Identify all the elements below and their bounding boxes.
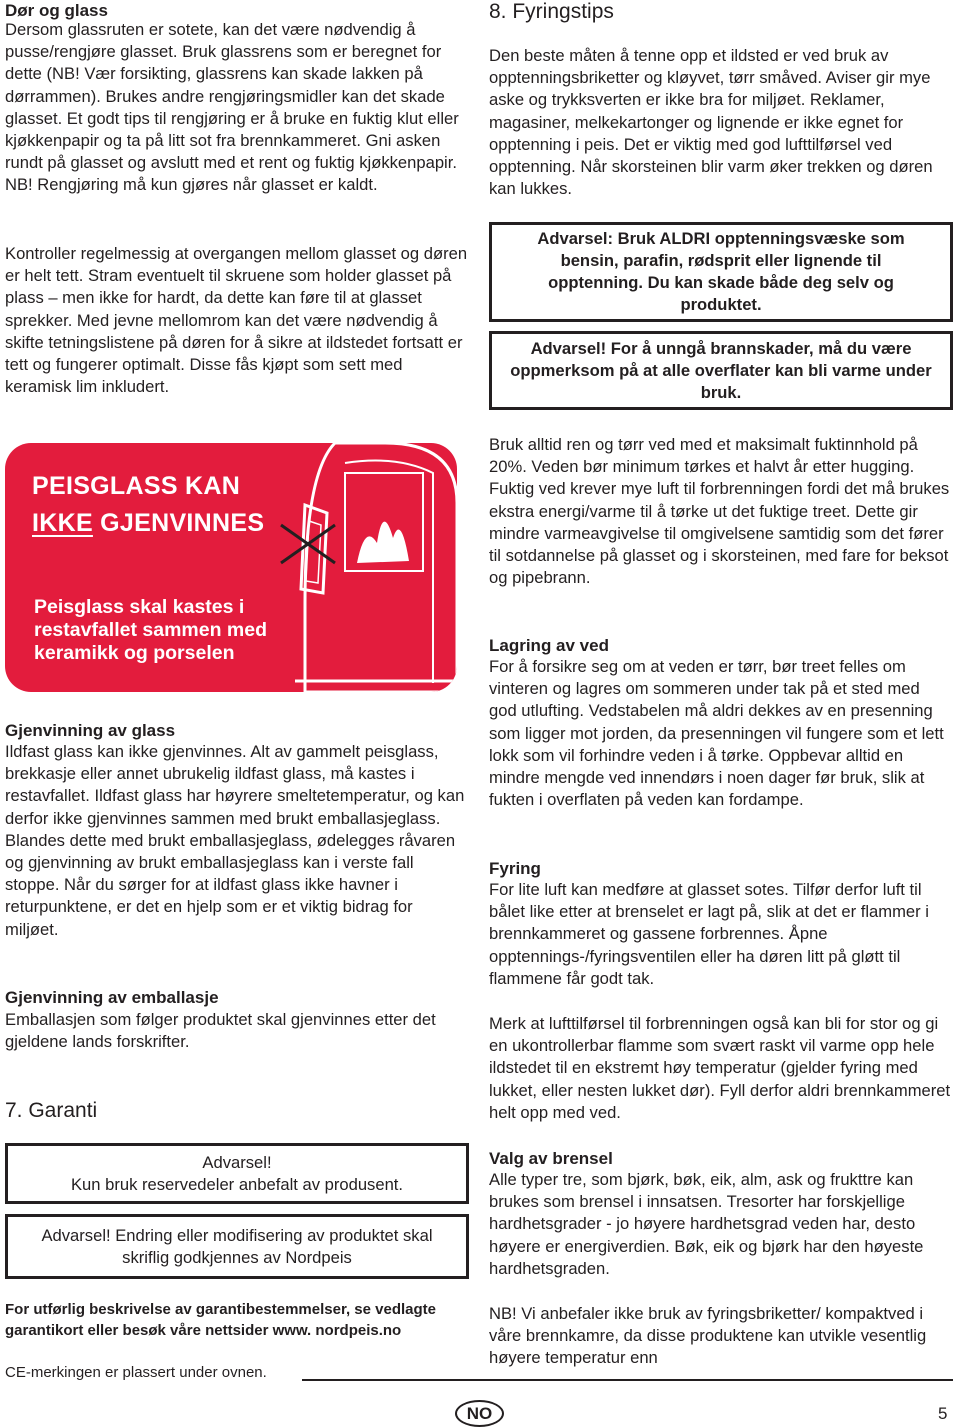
door-glass-paragraph-1: Dersom glassruten er sotete, kan det være nødvendig å pusse/rengjøre glasset. Bruk glassrens som er beregnet for dette (NB! Vær forsikting, glassrens kan skade lakken på dørrammen). Brukes andre rengjøringsmidler kan det skade glasset. Et godt tips til rengjøring er å bruke en fuktig klut eller kjøkkenpapir og ta på litt sot fra brennkammeret. Gni asken rundt på glasset og avslutt med et rent og fuktig kjøkkenpapir. NB! Rengjøring må kun gjøres når glasset er kaldt. <box>5 20 459 195</box>
glass-recycling-banner <box>5 443 457 692</box>
banner-title-ikke: IKKE <box>32 509 93 537</box>
fuel-choice-body: Alle typer tre, som bjørk, bøk, eik, alm, ask og frukttre kan brukes som brensel i innsatsen. Tresorter har forskjellige hardhetsgrader - jo høyere hardhetsgrad veden har, desto høyere er energiverdien. Bøk, eik og bjørk har den høyeste hardhetsgraden. <box>489 1170 924 1278</box>
ce-marking-note: CE-merkingen er plassert under ovnen. <box>5 1364 267 1381</box>
page-number: 5 <box>938 1404 948 1423</box>
language-code: NO <box>466 1403 493 1423</box>
stove-illustration-icon <box>5 443 457 692</box>
burn-warning-text: Advarsel! For å unngå brannskader, må du være oppmerksom på at alle overflater kan bli varme under bruk. <box>510 338 932 402</box>
firing-paragraph-2: Merk at lufttilførsel til forbrenningen også kan bli for stor og gi en ukontrollerbar flamme som svært raskt vil varme opp hele ildstedet til en ekstremt høy temperatur (gjelder fyring med lukket, eller nesten lukket dør). Fyll derfor aldri brennkammeret helt opp med ved. <box>489 1014 951 1122</box>
door-glass-heading: Dør og glass <box>5 1 108 20</box>
warranty-heading: 7. Garanti <box>5 1099 98 1122</box>
packaging-recycling-heading: Gjenvinning av emballasje <box>5 988 219 1007</box>
briquette-note: NB! Vi anbefaler ikke bruk av fyringsbriketter/ kompaktved i våre brennkamre, da disse produktene kan utvikle vesentlig høyere temperatur enn <box>489 1304 927 1368</box>
ignition-fluid-warning-box <box>489 222 953 322</box>
warranty-details: For utførlig beskrivelse av garantibestemmelser, se vedlagte garantikort eller besøk våre nettsider www. nordpeis.no <box>5 1301 437 1339</box>
wood-storage-body: For å forsikre seg om at veden er tørr, bør treet felles om vinteren og lagres om sommeren under tak på et sted med god utlufting. Vedstabelen må aldri dekkes av en presenning som ligger mot jorden, da presenningen vil fungere som et lett lokk som vil forhindre veden i å tørke. Oppbevar alltid en mindre mengde ved innendørs i noen dager før bruk, slik at fukten i overflaten på veden kan fordampe. <box>489 657 944 810</box>
firing-heading: Fyring <box>489 859 541 878</box>
dry-wood-paragraph: Bruk alltid ren og tørr ved med et maksimalt fuktinnhold på 20%. Veden bør minimum tørkes et halvt år etter hugging. Fuktig ved krever mye luft til forbrenningen fordi det må brukes ekstra energi/varme til å tørke ut det fuktige treet. Dette gir mindre varmeavgivelse til omgivelsene samtidig som det fører til sotdannelse på glasset og i skorsteinen, med fare for beksot og pipebrann. <box>489 435 950 588</box>
footer-divider <box>302 1379 953 1381</box>
banner-subtitle: Peisglass skal kastes i restavfallet sammen med keramikk og porselen <box>34 596 268 664</box>
warranty-warning-1-title: Advarsel! <box>202 1152 272 1172</box>
burn-warning-box <box>489 331 953 410</box>
glass-recycling-body: Ildfast glass kan ikke gjenvinnes. Alt av gammelt peisglass, brekkasje eller annet ubrukelig ildfast glass, må kastes i restavfallet. Ildfast glass har høyrere smeltetemperatur, og kan derfor ikke gjenvinnes sammen med brukt emballasjeglass. Blandes dette med brukt emballasjeglass, ødelegges råvaren og gjenvinning av brukt emballasjeglass kan i verste fall stoppe. Når du sørger for at ildfast glass ikke havner i returpunktene, er det en hjelp som er et viktig bidrag for miljøet. <box>5 742 465 939</box>
wood-storage-heading: Lagring av ved <box>489 636 609 655</box>
firing-tips-heading: 8. Fyringstips <box>489 0 614 23</box>
firing-tips-body: Den beste måten å tenne opp et ildsted er ved bruk av opptenningsbriketter og kløyvet, tørr småved. Aviser gir mye aske og trykksverten er ikke bra for miljøet. Reklamer, magasiner, melkekartonger og lignende er ikke egnet for opptenning i peis. Det er viktig med god lufttilførsel ved opptenning. Når skorsteinen blir varm øker trekken og døren kan lukkes. <box>489 46 933 199</box>
warranty-warning-box-2 <box>5 1214 469 1279</box>
warranty-warning-2-text: Advarsel! Endring eller modifisering av produktet skal skriflig godkjennes av Nordpeis <box>41 1225 433 1267</box>
fuel-choice-heading: Valg av brensel <box>489 1149 613 1168</box>
warranty-warning-box-1 <box>5 1143 469 1204</box>
firing-paragraph-1: For lite luft kan medføre at glasset sotes. Tilfør derfor luft til bålet like etter at brenselet er lagt på, slik at det er flammer i brennkammeret og gassene forbrennes. Åpne opptennings-/fyringsventilen eller ha døren litt på gløtt til flammene får godt tak. <box>489 880 929 988</box>
warranty-warning-1-text: Kun bruk reservedeler anbefalt av produsent. <box>70 1174 404 1194</box>
glass-recycling-heading: Gjenvinning av glass <box>5 721 176 740</box>
language-badge <box>455 1400 504 1427</box>
banner-title-line-1: PEISGLASS KAN <box>32 472 241 500</box>
door-glass-paragraph-2: Kontroller regelmessig at overgangen mellom glasset og døren er helt tett. Stram eventuelt til skruene som holder glasset på plass – men ikke for hardt, da dette kan føre til at glasset sprekker. Med jevne mellomrom kan det være nødvendig å skifte tetningslistene på døren for å sikre at ildstedet fortsatt er tett og fungerer optimalt. Disse fås kjøpt som sett med keramisk lim inkludert. <box>5 244 468 397</box>
packaging-recycling-body: Emballasjen som følger produktet skal gjenvinnes etter det gjeldene lands forskrifter. <box>5 1010 436 1052</box>
ignition-fluid-warning-text: Advarsel: Bruk ALDRI opptenningsvæske som bensin, parafin, rødsprit eller lignende til opptenning. Du kan skade både deg selv og produktet. <box>537 229 905 314</box>
banner-title-rest: GJENVINNES <box>92 509 265 537</box>
